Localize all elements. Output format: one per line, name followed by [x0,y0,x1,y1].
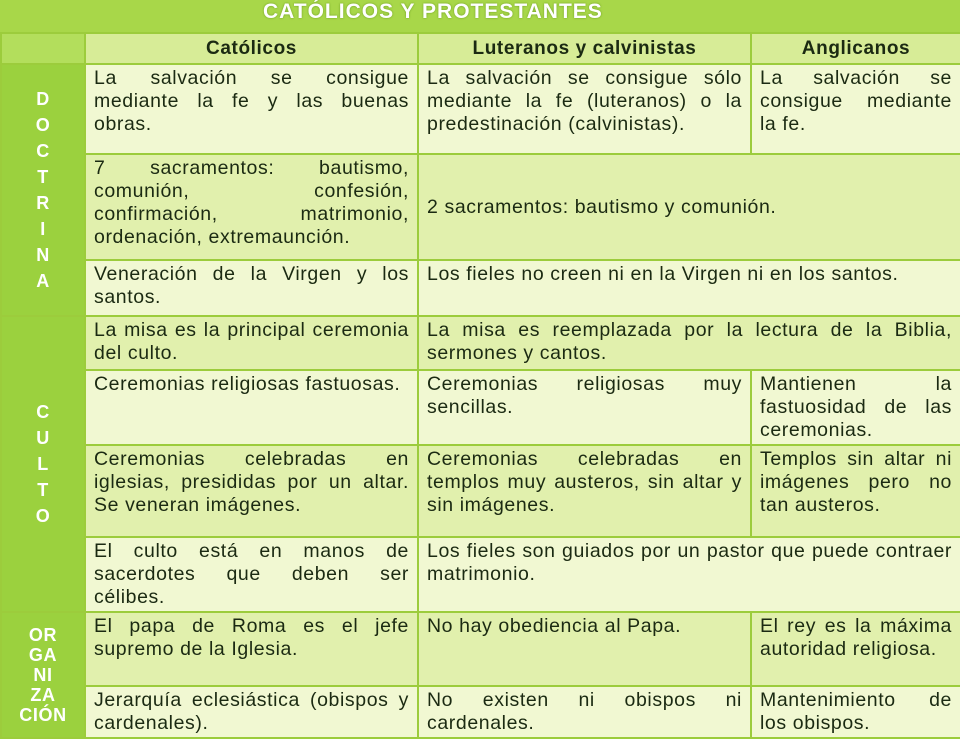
header-anglicanos: Anglicanos [751,33,960,64]
table-row [1,686,960,738]
cell-protestantes: Los fieles son guiados por un pastor que puede contraer matrimonio. [418,537,960,612]
cell-catolicos: Jerarquía eclesiástica (obispos y cardenales). [85,686,418,738]
cell-catolicos: El papa de Roma es el jefe supremo de la Iglesia. [85,612,418,686]
cell-luteranos: Ceremonias religiosas muy sencillas. [418,370,751,445]
cell-protestantes: Los fieles no creen ni en la Virgen ni en los santos. [418,260,960,316]
table-row [1,370,960,445]
table-row [1,445,960,537]
section-doctrina: D O C T R I N A [1,64,85,316]
cell-protestantes: 2 sacramentos: bautismo y comunión. [418,154,960,260]
cell-anglicanos: La salvación se consigue mediante la fe. [751,64,960,154]
cell-protestantes: La misa es reemplazada por la lectura de la Biblia, sermones y cantos. [418,316,960,370]
header-row [1,33,960,64]
cell-catolicos: La misa es la principal ceremonia del culto. [85,316,418,370]
cell-anglicanos: Mantienen la fastuosidad de las ceremonias. [751,370,960,445]
header-catolicos: Católicos [85,33,418,64]
cell-luteranos: La salvación se consigue sólo mediante la fe (luteranos) o la predestinación (calvinistas). [418,64,751,154]
table-row [1,612,960,686]
cell-catolicos: El culto está en manos de sacerdotes que deben ser célibes. [85,537,418,612]
cell-catolicos: 7 sacramentos: bautismo, comunión, confesión, confirmación, matrimonio, ordenación, extremaunción. [85,154,418,260]
cell-catolicos: Veneración de la Virgen y los santos. [85,260,418,316]
cell-catolicos: Ceremonias religiosas fastuosas. [85,370,418,445]
page-title: CATÓLICOS Y PROTESTANTES [263,0,603,23]
cell-anglicanos: El rey es la máxima autoridad religiosa. [751,612,960,686]
section-organizacion: OR GA NI ZA CIÓN [1,612,85,738]
table-row [1,260,960,316]
table-row [1,537,960,612]
table-row [1,316,960,370]
cell-anglicanos: Mantenimiento de los obispos. [751,686,960,738]
cell-luteranos: Ceremonias celebradas en templos muy austeros, sin altar y sin imágenes. [418,445,751,537]
cell-anglicanos: Templos sin altar ni imágenes pero no tan austeros. [751,445,960,537]
cell-catolicos: La salvación se consigue mediante la fe y las buenas obras. [85,64,418,154]
header-luteranos: Luteranos y calvinistas [418,33,751,64]
title-bar [0,0,960,32]
cell-luteranos: No existen ni obispos ni cardenales. [418,686,751,738]
section-culto: C U L T O [1,316,85,612]
table-row [1,154,960,260]
cell-catolicos: Ceremonias celebradas en iglesias, presididas por un altar. Se veneran imágenes. [85,445,418,537]
comparison-table [0,32,960,739]
header-corner [1,33,85,64]
table-row [1,64,960,154]
cell-luteranos: No hay obediencia al Papa. [418,612,751,686]
